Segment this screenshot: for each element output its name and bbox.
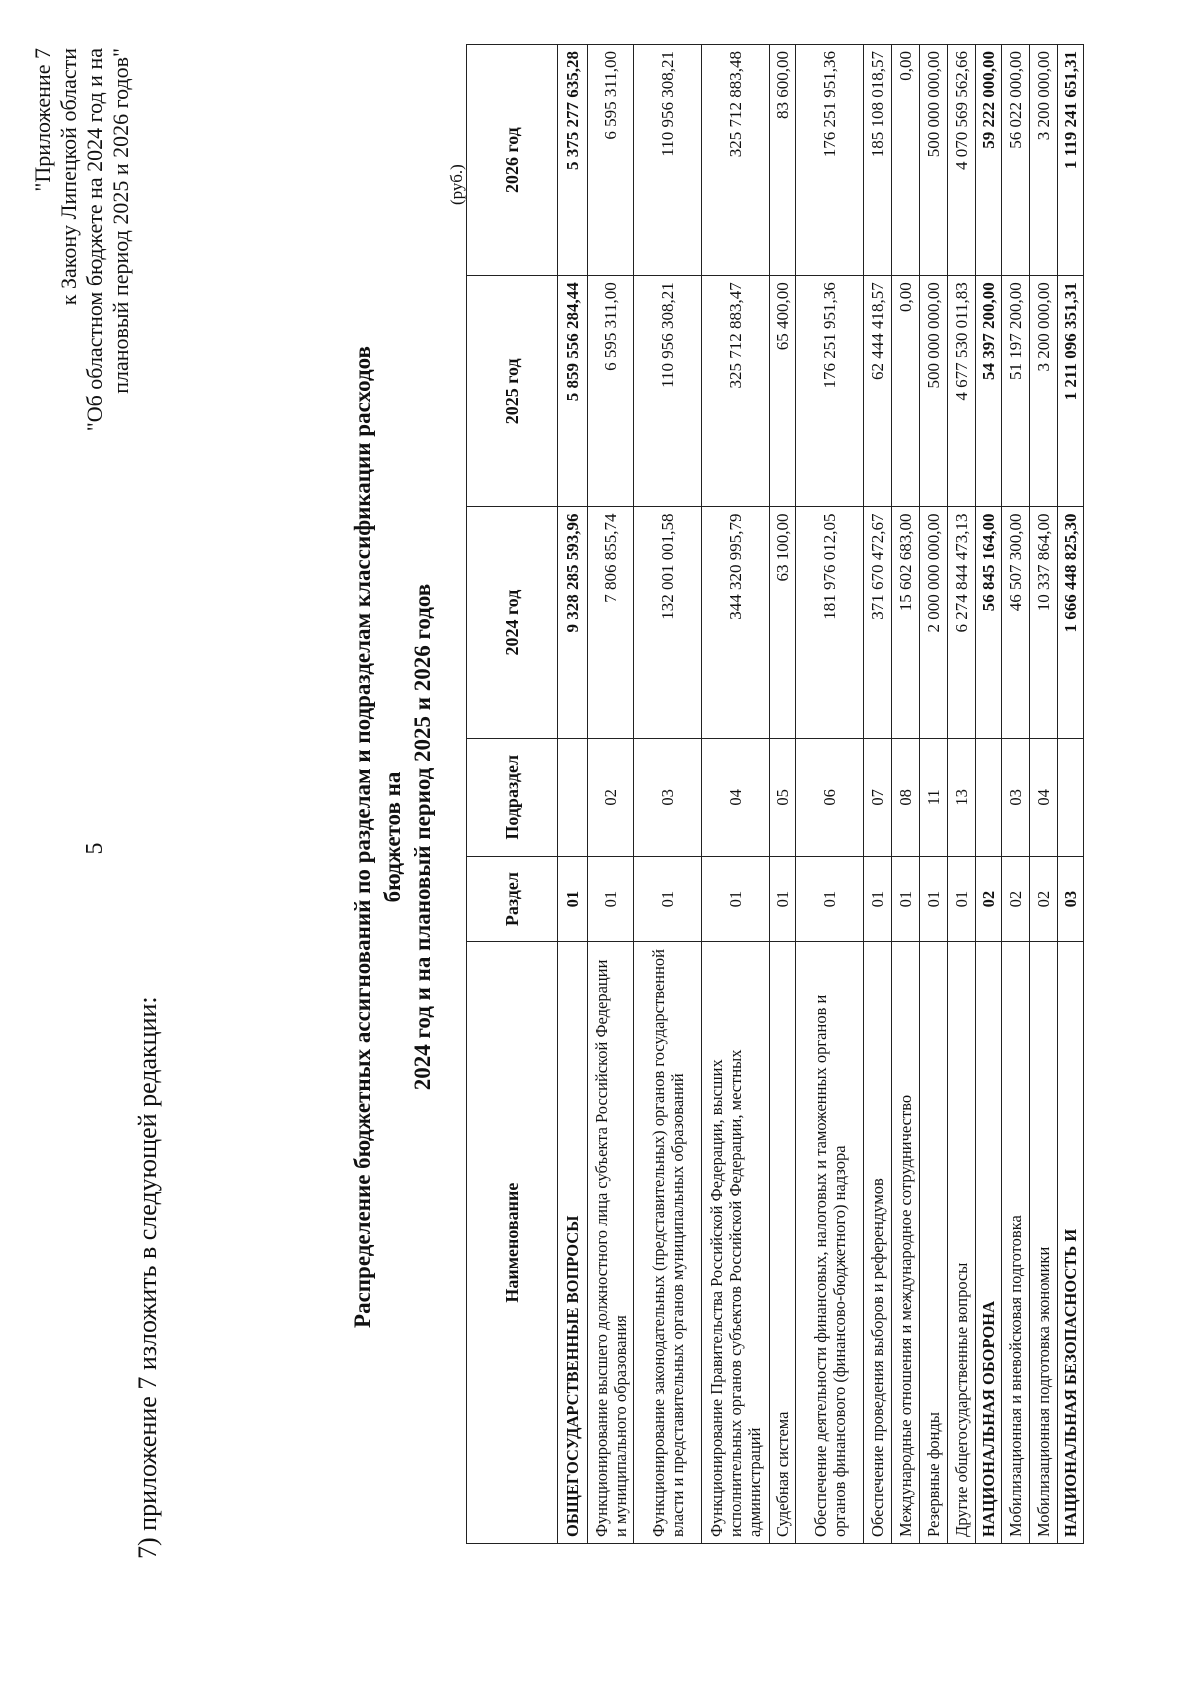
cell-2026: 325 712 883,48 [702,45,770,276]
table-row [864,45,892,1544]
cell-2026: 59 222 000,00 [976,45,1002,276]
cell-subsection: 13 [948,738,976,856]
cell-2026: 185 108 018,57 [864,45,892,276]
cell-name: Обеспечение деятельности финансовых, налоговых и таможенных органов и органов финансового (финансово-бюджетного) надзора [796,942,864,1544]
cell-2025: 3 200 000,00 [1030,276,1058,507]
cell-2025: 62 444 418,57 [864,276,892,507]
cell-2025: 5 859 556 284,44 [558,276,588,507]
cell-section: 03 [1058,856,1084,941]
cell-name: Международные отношения и международное сотрудничество [892,942,920,1544]
cell-2026: 3 200 000,00 [1030,45,1058,276]
cell-2025: 176 251 951,36 [796,276,864,507]
cell-section: 01 [770,856,796,941]
header-section: Раздел [467,856,558,941]
cell-subsection: 06 [796,738,864,856]
cell-2024: 10 337 864,00 [1030,507,1058,738]
cell-section: 01 [558,856,588,941]
table-row [770,45,796,1544]
cell-2026: 6 595 311,00 [588,45,634,276]
cell-2025: 51 197 200,00 [1002,276,1030,507]
cell-section: 01 [864,856,892,941]
cell-section: 01 [702,856,770,941]
cell-subsection: 11 [920,738,948,856]
cell-2024: 181 976 012,05 [796,507,864,738]
table-header-row [467,45,558,1544]
budget-table [466,44,1084,1544]
cell-subsection [1058,738,1084,856]
cell-2024: 7 806 855,74 [588,507,634,738]
cell-2024: 132 001 001,58 [634,507,702,738]
cell-2024: 344 320 995,79 [702,507,770,738]
table-row [634,45,702,1544]
cell-2024: 46 507 300,00 [1002,507,1030,738]
appendix-reference [30,48,134,431]
table-row [892,45,920,1544]
appendix-line-4: плановый период 2025 и 2026 годов" [108,48,133,394]
cell-subsection: 03 [634,738,702,856]
cell-2025: 1 211 096 351,31 [1058,276,1084,507]
table-row [948,45,976,1544]
currency-unit: (руб.) [447,164,466,205]
header-2026: 2026 год [467,45,558,276]
cell-2025: 0,00 [892,276,920,507]
cell-2024: 2 000 000 000,00 [920,507,948,738]
cell-subsection: 04 [702,738,770,856]
cell-name: Мобилизационная подготовка экономики [1030,942,1058,1544]
cell-subsection: 04 [1030,738,1058,856]
header-2024: 2024 год [467,507,558,738]
cell-2024: 56 845 164,00 [976,507,1002,738]
cell-name: Функционирование законодательных (представительных) органов государственной власти и представительных органов муниципальных образований [634,942,702,1544]
cell-section: 01 [796,856,864,941]
cell-section: 02 [1002,856,1030,941]
cell-2025: 65 400,00 [770,276,796,507]
cell-2024: 6 274 844 473,13 [948,507,976,738]
cell-name: НАЦИОНАЛЬНАЯ ОБОРОНА [976,942,1002,1544]
cell-2026: 56 022 000,00 [1002,45,1030,276]
cell-2026: 110 956 308,21 [634,45,702,276]
cell-2024: 371 670 472,67 [864,507,892,738]
page-number: 5 [82,842,108,855]
cell-2026: 83 600,00 [770,45,796,276]
document-title [348,317,438,1357]
header-name: Наименование [467,942,558,1544]
appendix-line-3: "Об областном бюджете на 2024 год и на [82,48,107,432]
table-row [1002,45,1030,1544]
header-subsection: Подраздел [467,738,558,856]
table-row [1030,45,1058,1544]
cell-2026: 176 251 951,36 [796,45,864,276]
cell-2026: 1 119 241 651,31 [1058,45,1084,276]
table-row [920,45,948,1544]
cell-subsection: 03 [1002,738,1030,856]
table-row [588,45,634,1544]
cell-subsection: 02 [588,738,634,856]
cell-section: 01 [920,856,948,941]
cell-subsection: 07 [864,738,892,856]
cell-subsection: 08 [892,738,920,856]
title-line-2: 2024 год и на плановый период 2025 и 2026 годов [410,583,435,1091]
cell-2024: 15 602 683,00 [892,507,920,738]
cell-subsection [976,738,1002,856]
cell-subsection [558,738,588,856]
cell-section: 01 [948,856,976,941]
cell-2026: 500 000 000,00 [920,45,948,276]
cell-name: Обеспечение проведения выборов и референдумов [864,942,892,1544]
cell-2024: 1 666 448 825,30 [1058,507,1084,738]
cell-2026: 4 070 569 562,66 [948,45,976,276]
cell-section: 02 [1030,856,1058,941]
table-row [976,45,1002,1544]
cell-2024: 63 100,00 [770,507,796,738]
appendix-line-2: к Закону Липецкой области [56,48,81,306]
cell-2025: 4 677 530 011,83 [948,276,976,507]
table-row [702,45,770,1544]
cell-name: Резервные фонды [920,942,948,1544]
cell-subsection: 05 [770,738,796,856]
cell-2025: 6 595 311,00 [588,276,634,507]
cell-2025: 110 956 308,21 [634,276,702,507]
cell-name: Другие общегосударственные вопросы [948,942,976,1544]
cell-2024: 9 328 285 593,96 [558,507,588,738]
cell-2026: 5 375 277 635,28 [558,45,588,276]
table-row [1058,45,1084,1544]
appendix-line-1: "Приложение 7 [30,48,55,192]
table-row [796,45,864,1544]
title-line-1: Распределение бюджетных ассигнований по разделам и подразделам классификации расходов бюджетов на [350,346,405,1328]
cell-section: 01 [634,856,702,941]
cell-name: ОБЩЕГОСУДАРСТВЕННЫЕ ВОПРОСЫ [558,942,588,1544]
cell-section: 02 [976,856,1002,941]
cell-name: Судебная система [770,942,796,1544]
cell-name: НАЦИОНАЛЬНАЯ БЕЗОПАСНОСТЬ И [1058,942,1084,1544]
cell-section: 01 [892,856,920,941]
cell-name: Мобилизационная и вневойсковая подготовка [1002,942,1030,1544]
cell-2025: 54 397 200,00 [976,276,1002,507]
intro-text: 7) приложение 7 изложить в следующей редакции: [133,996,162,1559]
cell-section: 01 [588,856,634,941]
cell-name: Функционирование Правительства Российской Федерации, высших исполнительных органов субъектов Российской Федерации, местных администраций [702,942,770,1544]
table-row [558,45,588,1544]
cell-2026: 0,00 [892,45,920,276]
cell-2025: 500 000 000,00 [920,276,948,507]
cell-2025: 325 712 883,47 [702,276,770,507]
header-2025: 2025 год [467,276,558,507]
cell-name: Функционирование высшего должностного лица субъекта Российской Федерации и муниципального образования [588,942,634,1544]
